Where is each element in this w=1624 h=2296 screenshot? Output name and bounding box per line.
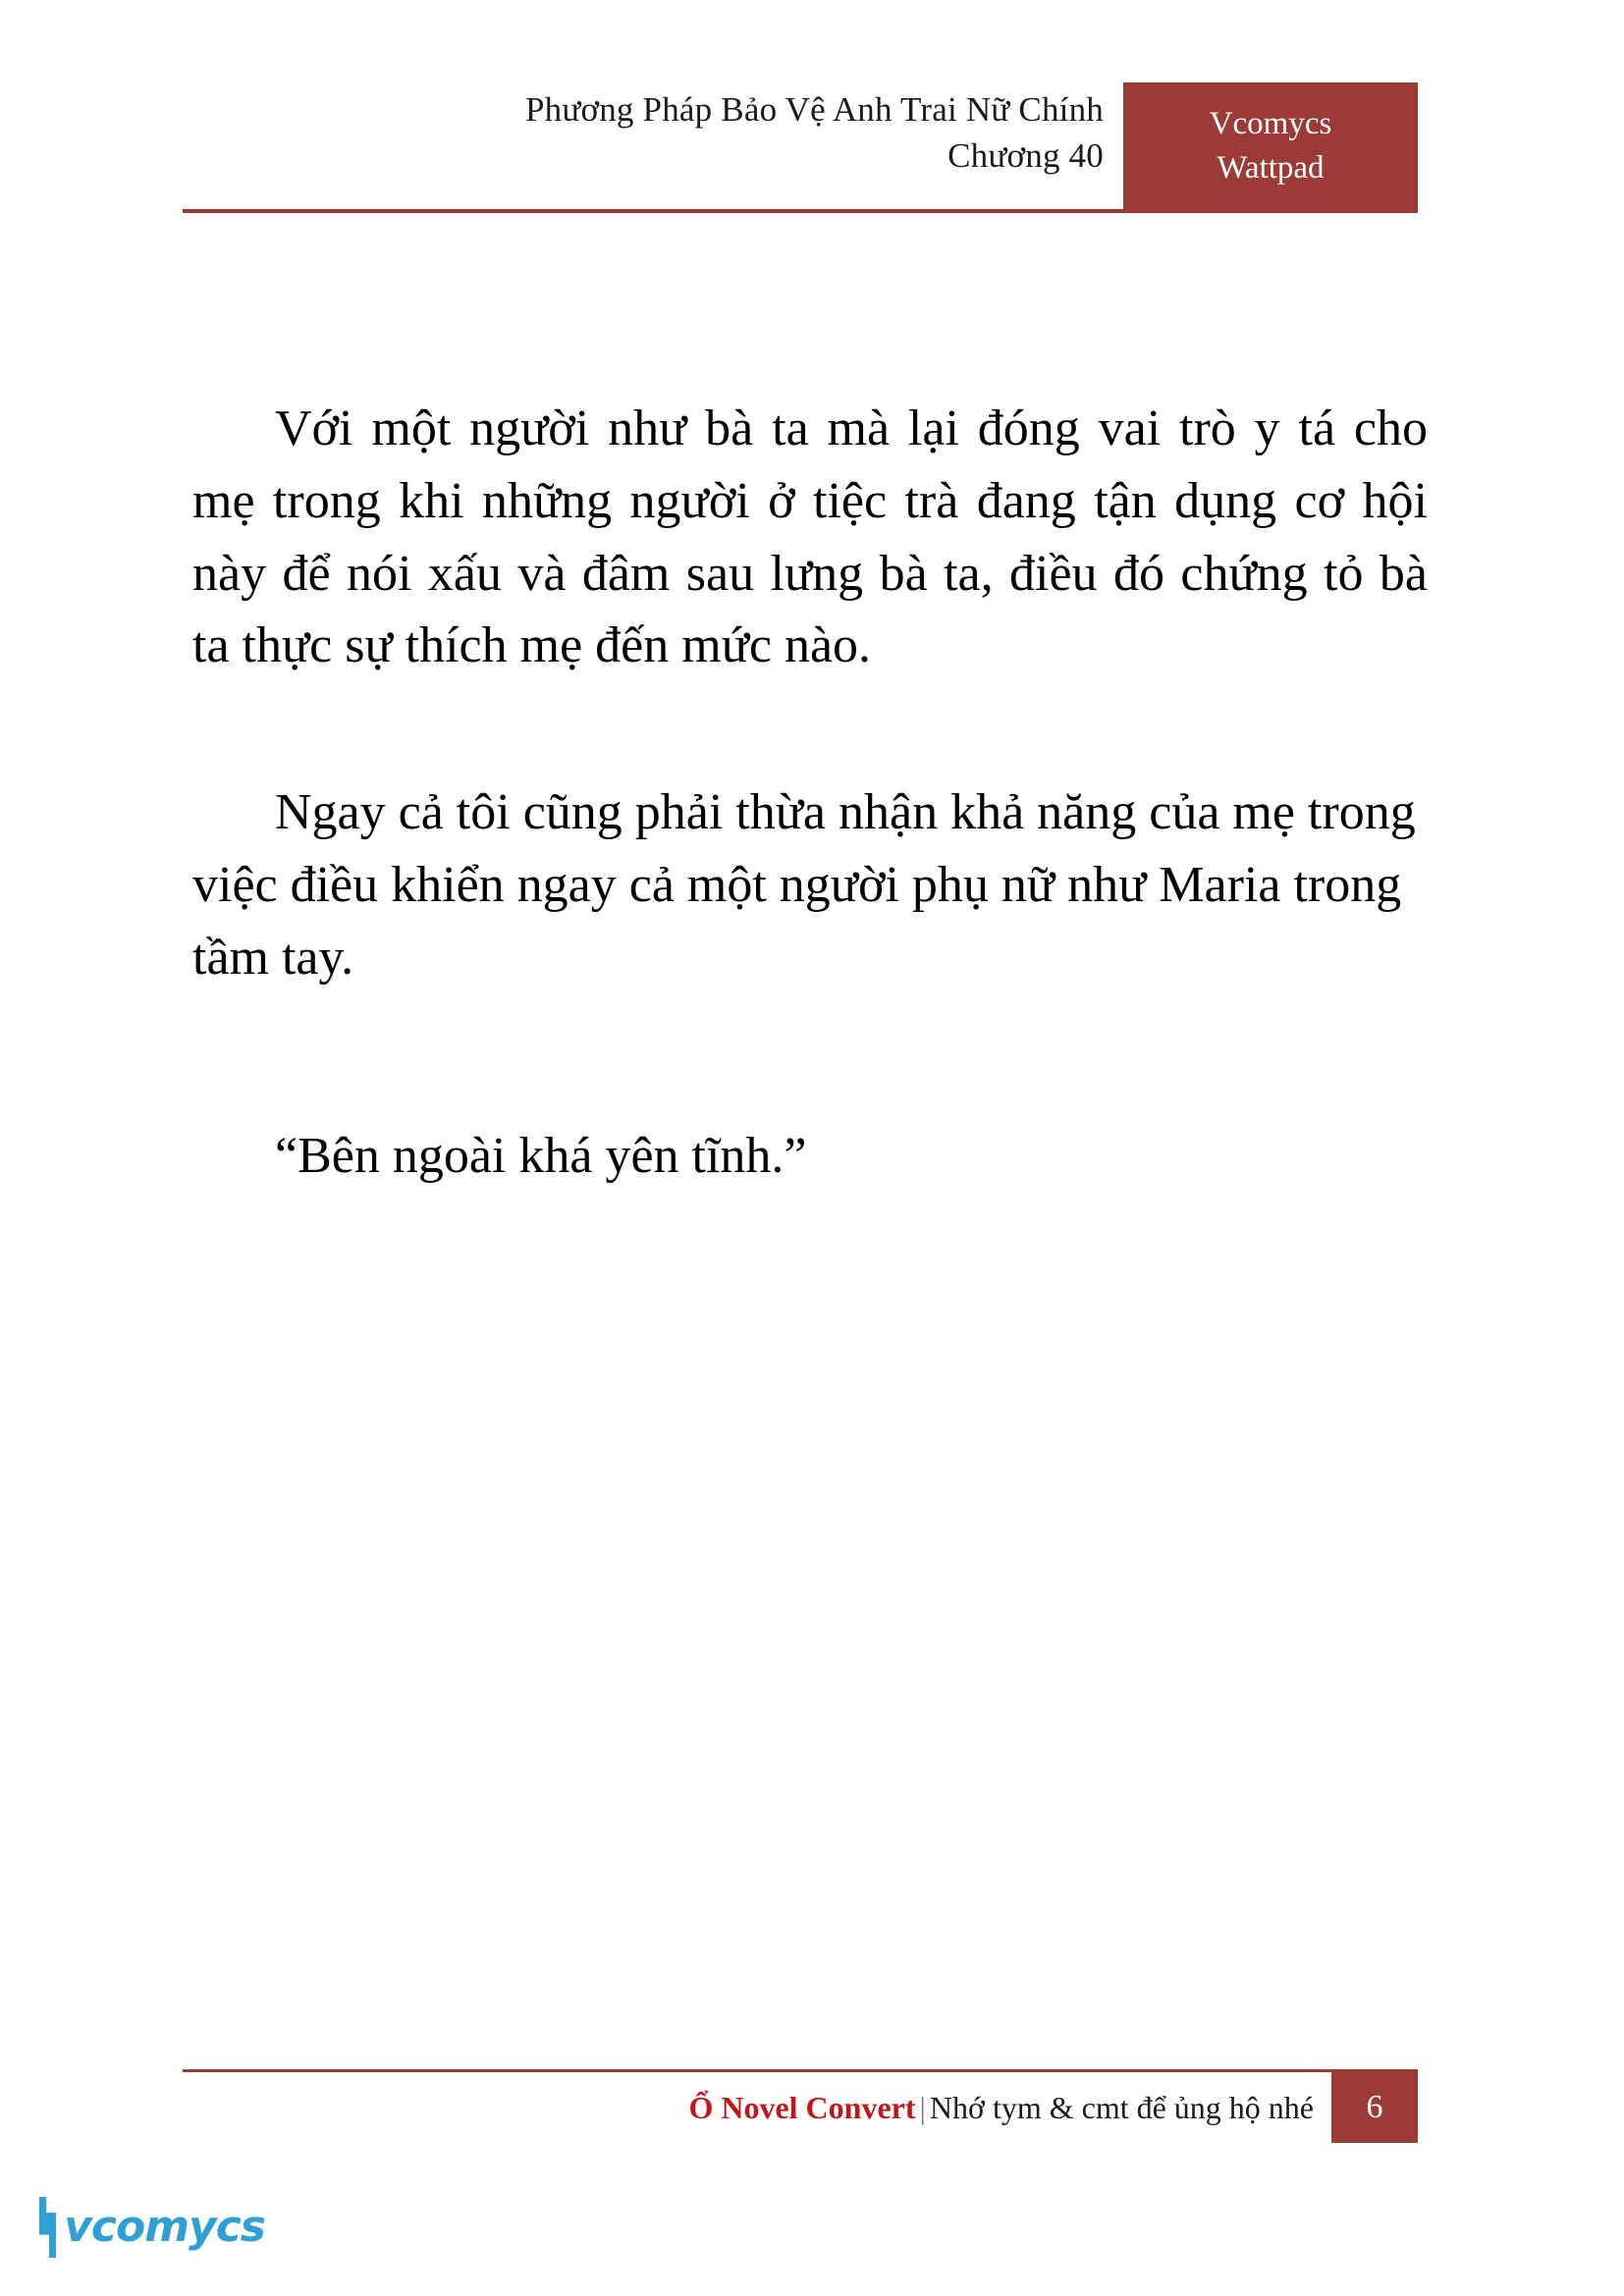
- header-source-badge: [1123, 82, 1418, 210]
- header-badge-line2: Wattpad: [1217, 150, 1325, 186]
- body-paragraph: Với một người như bà ta mà lại đóng vai trò y tá cho mẹ trong khi những người ở tiệc trà đang tận dụng cơ hội này để nói xấu và đâm sau lưng bà ta, điều đó chứng tỏ bà ta thực sự thích mẹ đến mức nào.: [192, 400, 1428, 674]
- header-divider: [183, 209, 1418, 213]
- header-badge-line1: Vcomycs: [1209, 106, 1332, 142]
- body-paragraph-quote: “Bên ngoài khá yên tĩnh.”: [275, 1127, 807, 1184]
- page-header: [183, 86, 1418, 212]
- page-content: [192, 393, 1428, 1287]
- footer-content: [183, 2072, 1418, 2143]
- watermark-text: vcomycs: [64, 2202, 265, 2252]
- footer-note: Nhớ tym & cmt để ủng hộ nhé: [929, 2089, 1314, 2125]
- footer-credit: [688, 2090, 1331, 2126]
- vcomycs-mark-shape-icon: [39, 2197, 56, 2258]
- footer-brand: Ổ Novel Convert: [688, 2089, 916, 2125]
- vcomycs-mark-icon: [39, 2197, 56, 2258]
- page-footer: [183, 2069, 1418, 2146]
- header-title-line1: Phương Pháp Bảo Vệ Anh Trai Nữ Chính: [524, 90, 1104, 129]
- header-chapter-label: Chương 40: [947, 136, 1104, 176]
- footer-separator: |: [919, 2089, 926, 2125]
- watermark-logo: [39, 2189, 265, 2266]
- page-number-badge: 6: [1331, 2072, 1418, 2143]
- header-title: [279, 86, 1104, 180]
- body-paragraph: Ngay cả tôi cũng phải thừa nhận khả năng của mẹ trong việc điều khiển ngay cả một người phụ nữ như Maria trong tầm tay.: [192, 784, 1416, 986]
